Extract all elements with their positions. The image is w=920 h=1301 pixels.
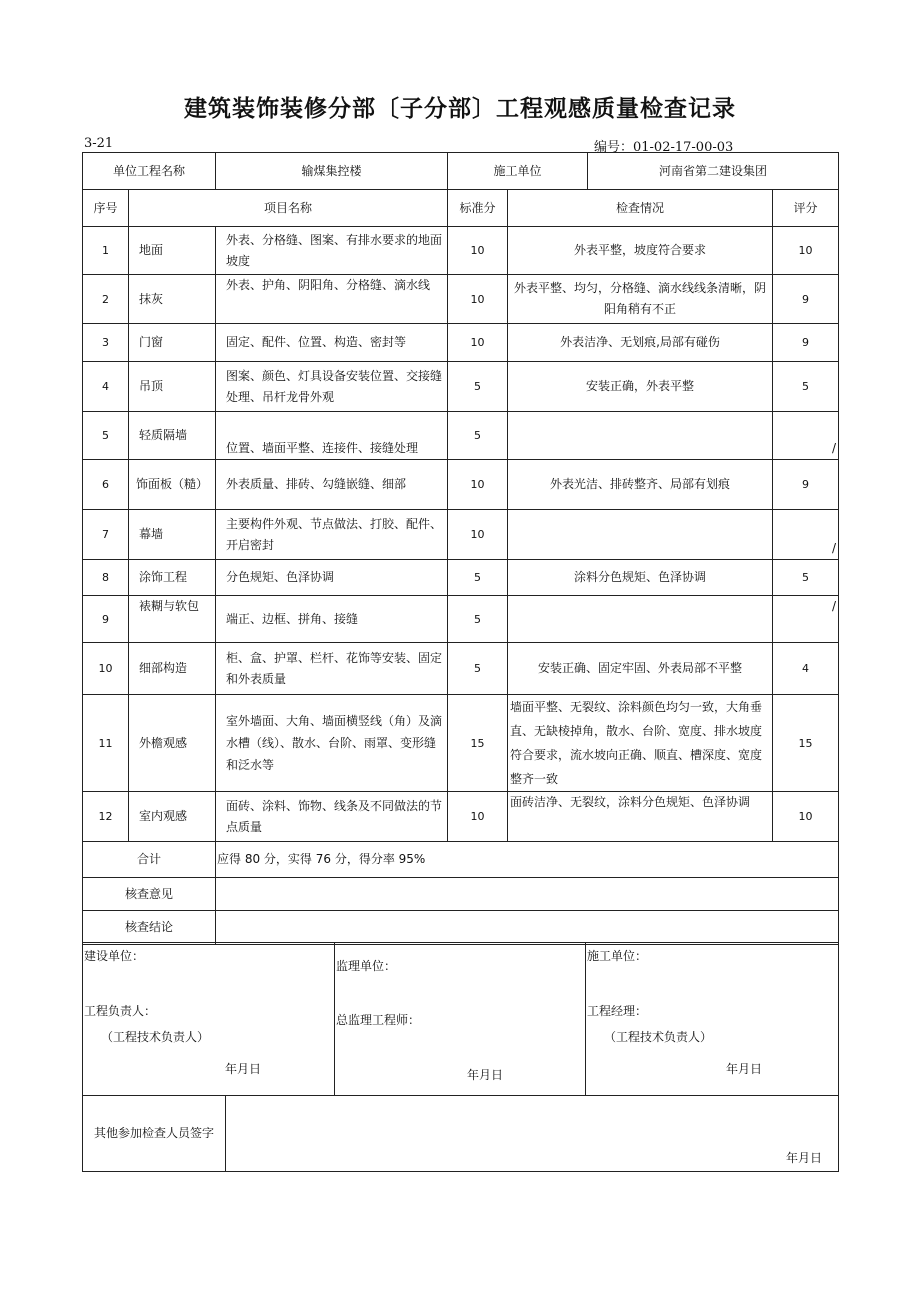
total-value: 应得 80 分，实得 76 分，得分率 95% <box>216 842 839 878</box>
inspection-table <box>82 152 839 945</box>
review-opinion-label: 核查意见 <box>83 878 216 911</box>
table-row <box>83 362 839 412</box>
row-no: 3 <box>83 324 129 362</box>
review-opinion-row <box>83 878 839 911</box>
row-score: 5 <box>773 362 839 412</box>
not-applicable-mark: / <box>832 541 837 555</box>
row-score <box>773 510 839 560</box>
row-name: 裱糊与软包 <box>129 596 216 643</box>
table-row <box>83 460 839 510</box>
row-standard: 10 <box>448 275 508 324</box>
row-check: 外表平整、均匀，分格缝、滴水线线条清晰，阴阳角稍有不正 <box>508 275 773 324</box>
table-row <box>83 643 839 695</box>
row-standard: 15 <box>448 695 508 792</box>
row-items: 外表、护角、阴阳角、分格缝、滴水线 <box>216 275 448 324</box>
row-name: 幕墙 <box>129 510 216 560</box>
others-signature-table <box>82 1095 839 1172</box>
table-row <box>83 412 839 460</box>
row-check: 外表平整，坡度符合要求 <box>508 227 773 275</box>
unit-project-label: 单位工程名称 <box>83 153 216 190</box>
document-number: 编号：01-02-17-00-03 <box>594 140 734 155</box>
col-inspection: 检查情况 <box>508 190 773 227</box>
row-no: 5 <box>83 412 129 460</box>
row-check: 墙面平整、无裂纹、涂料颜色均匀一致，大角垂直、无缺棱掉角，散水、台阶、宽度、排水坡度符合要求，流水坡向正确、顺直、槽深度、宽度整齐一致 <box>508 695 773 792</box>
row-no: 10 <box>83 643 129 695</box>
row-no: 1 <box>83 227 129 275</box>
form-title: 建筑装饰装修分部〔子分部〕工程观感质量检查记录 <box>184 96 736 122</box>
owner-date: 年月日 <box>225 1062 262 1076</box>
others-date: 年月日 <box>785 1151 822 1165</box>
signature-row <box>83 943 839 1096</box>
row-score: 10 <box>773 792 839 842</box>
row-check: 安装正确、固定牢固、外表局部不平整 <box>508 643 773 695</box>
owner-tech-label: （工程技术负责人） <box>101 1030 210 1044</box>
row-check: 外表光洁、排砖整齐、局部有划痕 <box>508 460 773 510</box>
review-opinion-field[interactable] <box>216 878 839 911</box>
others-label: 其他参加检查人员签字 <box>83 1096 226 1172</box>
row-items: 主要构件外观、节点做法、打胶、配件、开启密封 <box>216 510 448 560</box>
row-items: 分色规矩、色泽协调 <box>216 560 448 596</box>
table-row <box>83 275 839 324</box>
others-row <box>83 1096 839 1172</box>
contractor-date: 年月日 <box>726 1062 763 1076</box>
row-no: 12 <box>83 792 129 842</box>
row-score <box>773 412 839 460</box>
row-no: 2 <box>83 275 129 324</box>
row-check: 安装正确，外表平整 <box>508 362 773 412</box>
row-no: 6 <box>83 460 129 510</box>
col-score: 评分 <box>773 190 839 227</box>
contractor-value: 河南省第二建设集团 <box>588 153 839 190</box>
col-item: 项目名称 <box>129 190 448 227</box>
row-standard: 10 <box>448 510 508 560</box>
row-check <box>508 596 773 643</box>
row-score: 9 <box>773 275 839 324</box>
row-standard: 5 <box>448 596 508 643</box>
row-standard: 5 <box>448 643 508 695</box>
row-standard: 10 <box>448 227 508 275</box>
review-conclusion-field[interactable] <box>216 911 839 945</box>
row-check <box>508 510 773 560</box>
row-check <box>508 412 773 460</box>
row-score: 9 <box>773 324 839 362</box>
supervisor-person-label: 总监理工程师： <box>336 1013 421 1027</box>
row-name: 轻质隔墙 <box>129 412 216 460</box>
row-name: 吊顶 <box>129 362 216 412</box>
row-no: 11 <box>83 695 129 792</box>
row-no: 7 <box>83 510 129 560</box>
row-name: 室内观感 <box>129 792 216 842</box>
row-no: 4 <box>83 362 129 412</box>
total-label: 合计 <box>83 842 216 878</box>
row-no: 9 <box>83 596 129 643</box>
row-score: 4 <box>773 643 839 695</box>
row-name: 门窗 <box>129 324 216 362</box>
table-row <box>83 324 839 362</box>
row-standard: 10 <box>448 460 508 510</box>
row-items: 柜、盒、护罩、栏杆、花饰等安装、固定和外表质量 <box>216 643 448 695</box>
row-name: 抹灰 <box>129 275 216 324</box>
row-standard: 5 <box>448 560 508 596</box>
contractor-signature-block[interactable] <box>586 943 839 1096</box>
row-no: 8 <box>83 560 129 596</box>
row-items: 端正、边框、拼角、接缝 <box>216 596 448 643</box>
row-name: 涂饰工程 <box>129 560 216 596</box>
contractor-tech-label: （工程技术负责人） <box>604 1030 713 1044</box>
supervisor-date: 年月日 <box>467 1068 504 1082</box>
row-name: 地面 <box>129 227 216 275</box>
row-items: 位置、墙面平整、连接件、接缝处理 <box>216 412 448 460</box>
row-items: 室外墙面、大角、墙面横竖线（角）及滴水槽（线）、散水、台阶、雨罩、变形缝和泛水等 <box>216 695 448 792</box>
not-applicable-mark: / <box>832 441 837 455</box>
others-signature-field[interactable] <box>226 1096 839 1172</box>
row-score: 10 <box>773 227 839 275</box>
supervisor-signature-block[interactable] <box>335 943 586 1096</box>
row-score: 5 <box>773 560 839 596</box>
row-check: 涂料分色规矩、色泽协调 <box>508 560 773 596</box>
row-items: 面砖、涂料、饰物、线条及不同做法的节点质量 <box>216 792 448 842</box>
header-row <box>83 153 839 190</box>
table-row <box>83 510 839 560</box>
contractor-label: 施工单位 <box>448 153 588 190</box>
row-items: 图案、颜色、灯具设备安装位置、交接缝处理、吊杆龙骨外观 <box>216 362 448 412</box>
table-row <box>83 596 839 643</box>
table-row <box>83 695 839 792</box>
owner-person-label: 工程负责人： <box>84 1004 157 1018</box>
table-row <box>83 792 839 842</box>
row-standard: 10 <box>448 324 508 362</box>
row-score: 15 <box>773 695 839 792</box>
row-check: 面砖洁净、无裂纹，涂料分色规矩、色泽协调 <box>508 792 773 842</box>
column-header-row <box>83 190 839 227</box>
signature-table <box>82 942 839 1096</box>
contractor-person-label: 工程经理： <box>587 1004 648 1018</box>
row-items: 外表、分格缝、图案、有排水要求的地面坡度 <box>216 227 448 275</box>
col-standard: 标准分 <box>448 190 508 227</box>
form-number: 3-21 <box>84 136 114 151</box>
not-applicable-mark: / <box>832 599 837 613</box>
row-score <box>773 596 839 643</box>
row-check: 外表洁净、无划痕,局部有碰伤 <box>508 324 773 362</box>
row-name: 细部构造 <box>129 643 216 695</box>
owner-signature-block[interactable] <box>83 943 335 1096</box>
row-items: 固定、配件、位置、构造、密封等 <box>216 324 448 362</box>
row-standard: 10 <box>448 792 508 842</box>
col-seq: 序号 <box>83 190 129 227</box>
row-standard: 5 <box>448 362 508 412</box>
contractor-unit-label: 施工单位： <box>587 949 648 963</box>
table-row <box>83 560 839 596</box>
row-items: 外表质量、排砖、勾缝嵌缝、细部 <box>216 460 448 510</box>
review-conclusion-label: 核查结论 <box>83 911 216 945</box>
supervisor-unit-label: 监理单位： <box>336 959 397 973</box>
unit-project-value: 输煤集控楼 <box>216 153 448 190</box>
row-standard: 5 <box>448 412 508 460</box>
table-row <box>83 227 839 275</box>
row-name: 饰面板（糙） <box>129 460 216 510</box>
owner-unit-label: 建设单位： <box>84 949 145 963</box>
review-conclusion-row <box>83 911 839 945</box>
row-score: 9 <box>773 460 839 510</box>
total-row <box>83 842 839 878</box>
row-name: 外檐观感 <box>129 695 216 792</box>
